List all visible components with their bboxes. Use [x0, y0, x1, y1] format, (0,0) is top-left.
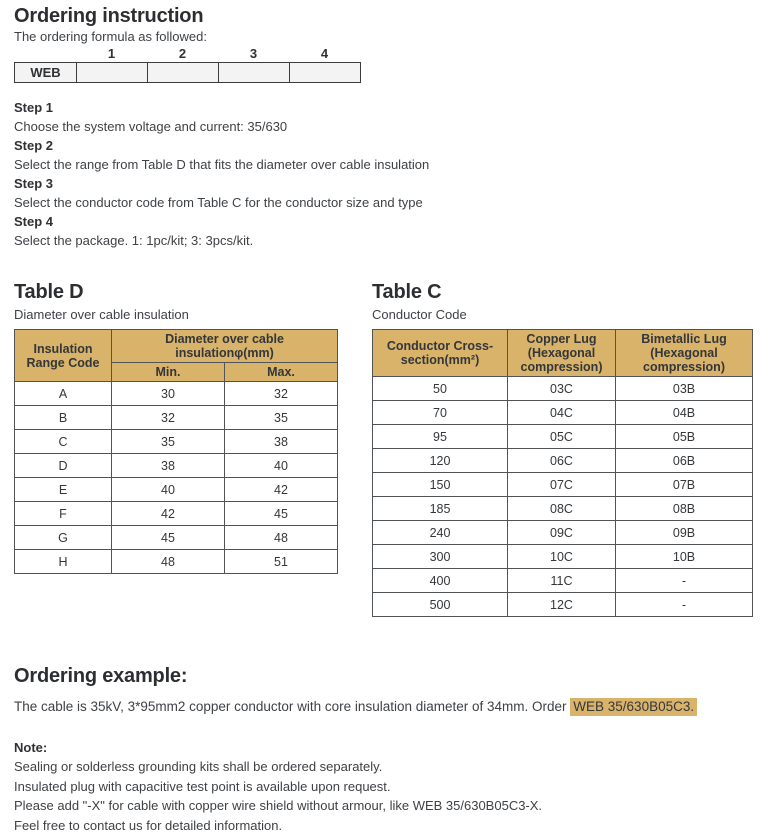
max-cell: 40	[225, 454, 338, 478]
copper-code-cell: 11C	[508, 569, 616, 593]
range-code-cell: B	[15, 406, 112, 430]
copper-code-cell: 09C	[508, 521, 616, 545]
size-cell: 95	[373, 425, 508, 449]
max-cell: 38	[225, 430, 338, 454]
min-cell: 32	[112, 406, 225, 430]
bimetallic-code-cell: 10B	[616, 545, 753, 569]
bimetallic-code-cell: 04B	[616, 401, 753, 425]
position-label-4: 4	[289, 47, 360, 61]
size-cell: 500	[373, 593, 508, 617]
min-cell: 35	[112, 430, 225, 454]
table-row	[373, 425, 753, 449]
size-cell: 120	[373, 449, 508, 473]
table-d-col-range-code: Insulation Range Code	[15, 330, 112, 382]
range-code-cell: C	[15, 430, 112, 454]
note-line-4: Feel free to contact us for detailed information.	[14, 816, 752, 835]
table-c-block	[372, 281, 752, 617]
step-2-text: Select the range from Table D that fits the diameter over cable insulation	[14, 155, 752, 174]
copper-code-cell: 05C	[508, 425, 616, 449]
max-cell: 32	[225, 382, 338, 406]
table-c-col-copper-lug: Copper Lug (Hexagonal compression)	[508, 330, 616, 377]
ordering-example-text	[14, 698, 752, 715]
step-3	[14, 174, 752, 212]
table-c-subtitle: Conductor Code	[372, 307, 752, 323]
table-c-header	[373, 330, 753, 377]
table-c-col-cross-section: Conductor Cross-section(mm²)	[373, 330, 508, 377]
max-cell: 35	[225, 406, 338, 430]
table-row	[15, 478, 338, 502]
min-cell: 40	[112, 478, 225, 502]
table-row	[373, 401, 753, 425]
size-cell: 400	[373, 569, 508, 593]
formula-table	[14, 62, 361, 83]
note-line-3: Please add "-X" for cable with copper wire shield without armour, like WEB 35/630B05C3-X.	[14, 796, 752, 816]
ordering-formula	[14, 47, 752, 83]
formula-blank-cell-2	[148, 63, 219, 83]
max-cell: 45	[225, 502, 338, 526]
table-row	[373, 545, 753, 569]
min-cell: 30	[112, 382, 225, 406]
formula-blank-cell-4	[290, 63, 361, 83]
bimetallic-code-cell: 05B	[616, 425, 753, 449]
copper-code-cell: 12C	[508, 593, 616, 617]
table-d-col-min: Min.	[112, 363, 225, 382]
bimetallic-code-cell: -	[616, 593, 753, 617]
steps-list	[14, 98, 752, 250]
copper-code-cell: 07C	[508, 473, 616, 497]
copper-code-cell: 08C	[508, 497, 616, 521]
table-row	[373, 497, 753, 521]
table-row	[373, 449, 753, 473]
ordering-example-section	[14, 665, 752, 715]
bimetallic-code-cell: -	[616, 569, 753, 593]
min-cell: 42	[112, 502, 225, 526]
table-c	[372, 329, 753, 617]
table-row	[373, 473, 753, 497]
copper-code-cell: 03C	[508, 377, 616, 401]
step-1-text: Choose the system voltage and current: 35/630	[14, 117, 752, 136]
note-line-1: Sealing or solderless grounding kits shall be ordered separately.	[14, 757, 752, 777]
range-code-cell: F	[15, 502, 112, 526]
note-section	[14, 738, 752, 835]
ordering-example-sentence: The cable is 35kV, 3*95mm2 copper conductor with core insulation diameter of 34mm. Order	[14, 699, 570, 714]
step-2	[14, 136, 752, 174]
step-1-label: Step 1	[14, 98, 752, 117]
table-d-block	[14, 281, 338, 617]
table-row	[373, 593, 753, 617]
size-cell: 185	[373, 497, 508, 521]
table-d-col-max: Max.	[225, 363, 338, 382]
table-d-col-diameter-group: Diameter over cable insulationφ(mm)	[112, 330, 338, 363]
note-label: Note:	[14, 738, 752, 757]
formula-blank-cell-1	[77, 63, 148, 83]
bimetallic-code-cell: 09B	[616, 521, 753, 545]
step-4-text: Select the package. 1: 1pc/kit; 3: 3pcs/kit.	[14, 231, 752, 250]
size-cell: 70	[373, 401, 508, 425]
table-row	[15, 454, 338, 478]
step-3-text: Select the conductor code from Table C for the conductor size and type	[14, 193, 752, 212]
size-cell: 240	[373, 521, 508, 545]
table-row	[15, 526, 338, 550]
range-code-cell: G	[15, 526, 112, 550]
range-code-cell: E	[15, 478, 112, 502]
table-d	[14, 329, 338, 574]
page-title: Ordering instruction	[14, 5, 752, 28]
position-label-3: 3	[218, 47, 289, 61]
table-row	[15, 382, 338, 406]
table-d-header	[15, 330, 338, 382]
max-cell: 48	[225, 526, 338, 550]
formula-position-row	[14, 47, 360, 61]
table-d-subtitle: Diameter over cable insulation	[14, 307, 338, 323]
table-row	[15, 550, 338, 574]
formula-blank-cell-3	[219, 63, 290, 83]
size-cell: 150	[373, 473, 508, 497]
position-label-1: 1	[76, 47, 147, 61]
copper-code-cell: 06C	[508, 449, 616, 473]
table-c-col-bimetallic-lug: Bimetallic Lug (Hexagonal compression)	[616, 330, 753, 377]
table-c-title: Table C	[372, 281, 752, 304]
table-row	[15, 502, 338, 526]
range-code-cell: A	[15, 382, 112, 406]
ordering-example-title: Ordering example:	[14, 665, 752, 688]
table-row	[373, 569, 753, 593]
bimetallic-code-cell: 03B	[616, 377, 753, 401]
step-4-label: Step 4	[14, 212, 752, 231]
min-cell: 45	[112, 526, 225, 550]
table-row	[373, 521, 753, 545]
min-cell: 38	[112, 454, 225, 478]
min-cell: 48	[112, 550, 225, 574]
formula-subtitle: The ordering formula as followed:	[14, 28, 752, 45]
formula-position-spacer	[14, 47, 76, 61]
bimetallic-code-cell: 06B	[616, 449, 753, 473]
table-row	[15, 406, 338, 430]
bimetallic-code-cell: 08B	[616, 497, 753, 521]
table-d-title: Table D	[14, 281, 338, 304]
max-cell: 42	[225, 478, 338, 502]
copper-code-cell: 04C	[508, 401, 616, 425]
note-line-2: Insulated plug with capacitive test point is available upon request.	[14, 777, 752, 797]
table-row	[15, 430, 338, 454]
formula-row	[15, 63, 361, 83]
max-cell: 51	[225, 550, 338, 574]
copper-code-cell: 10C	[508, 545, 616, 569]
size-cell: 50	[373, 377, 508, 401]
step-3-label: Step 3	[14, 174, 752, 193]
size-cell: 300	[373, 545, 508, 569]
tables-section	[14, 281, 752, 617]
step-1	[14, 98, 752, 136]
step-2-label: Step 2	[14, 136, 752, 155]
range-code-cell: H	[15, 550, 112, 574]
position-label-2: 2	[147, 47, 218, 61]
table-row	[373, 377, 753, 401]
formula-prefix-cell: WEB	[15, 63, 77, 83]
range-code-cell: D	[15, 454, 112, 478]
order-code-highlight: WEB 35/630B05C3.	[570, 698, 697, 716]
bimetallic-code-cell: 07B	[616, 473, 753, 497]
step-4	[14, 212, 752, 250]
